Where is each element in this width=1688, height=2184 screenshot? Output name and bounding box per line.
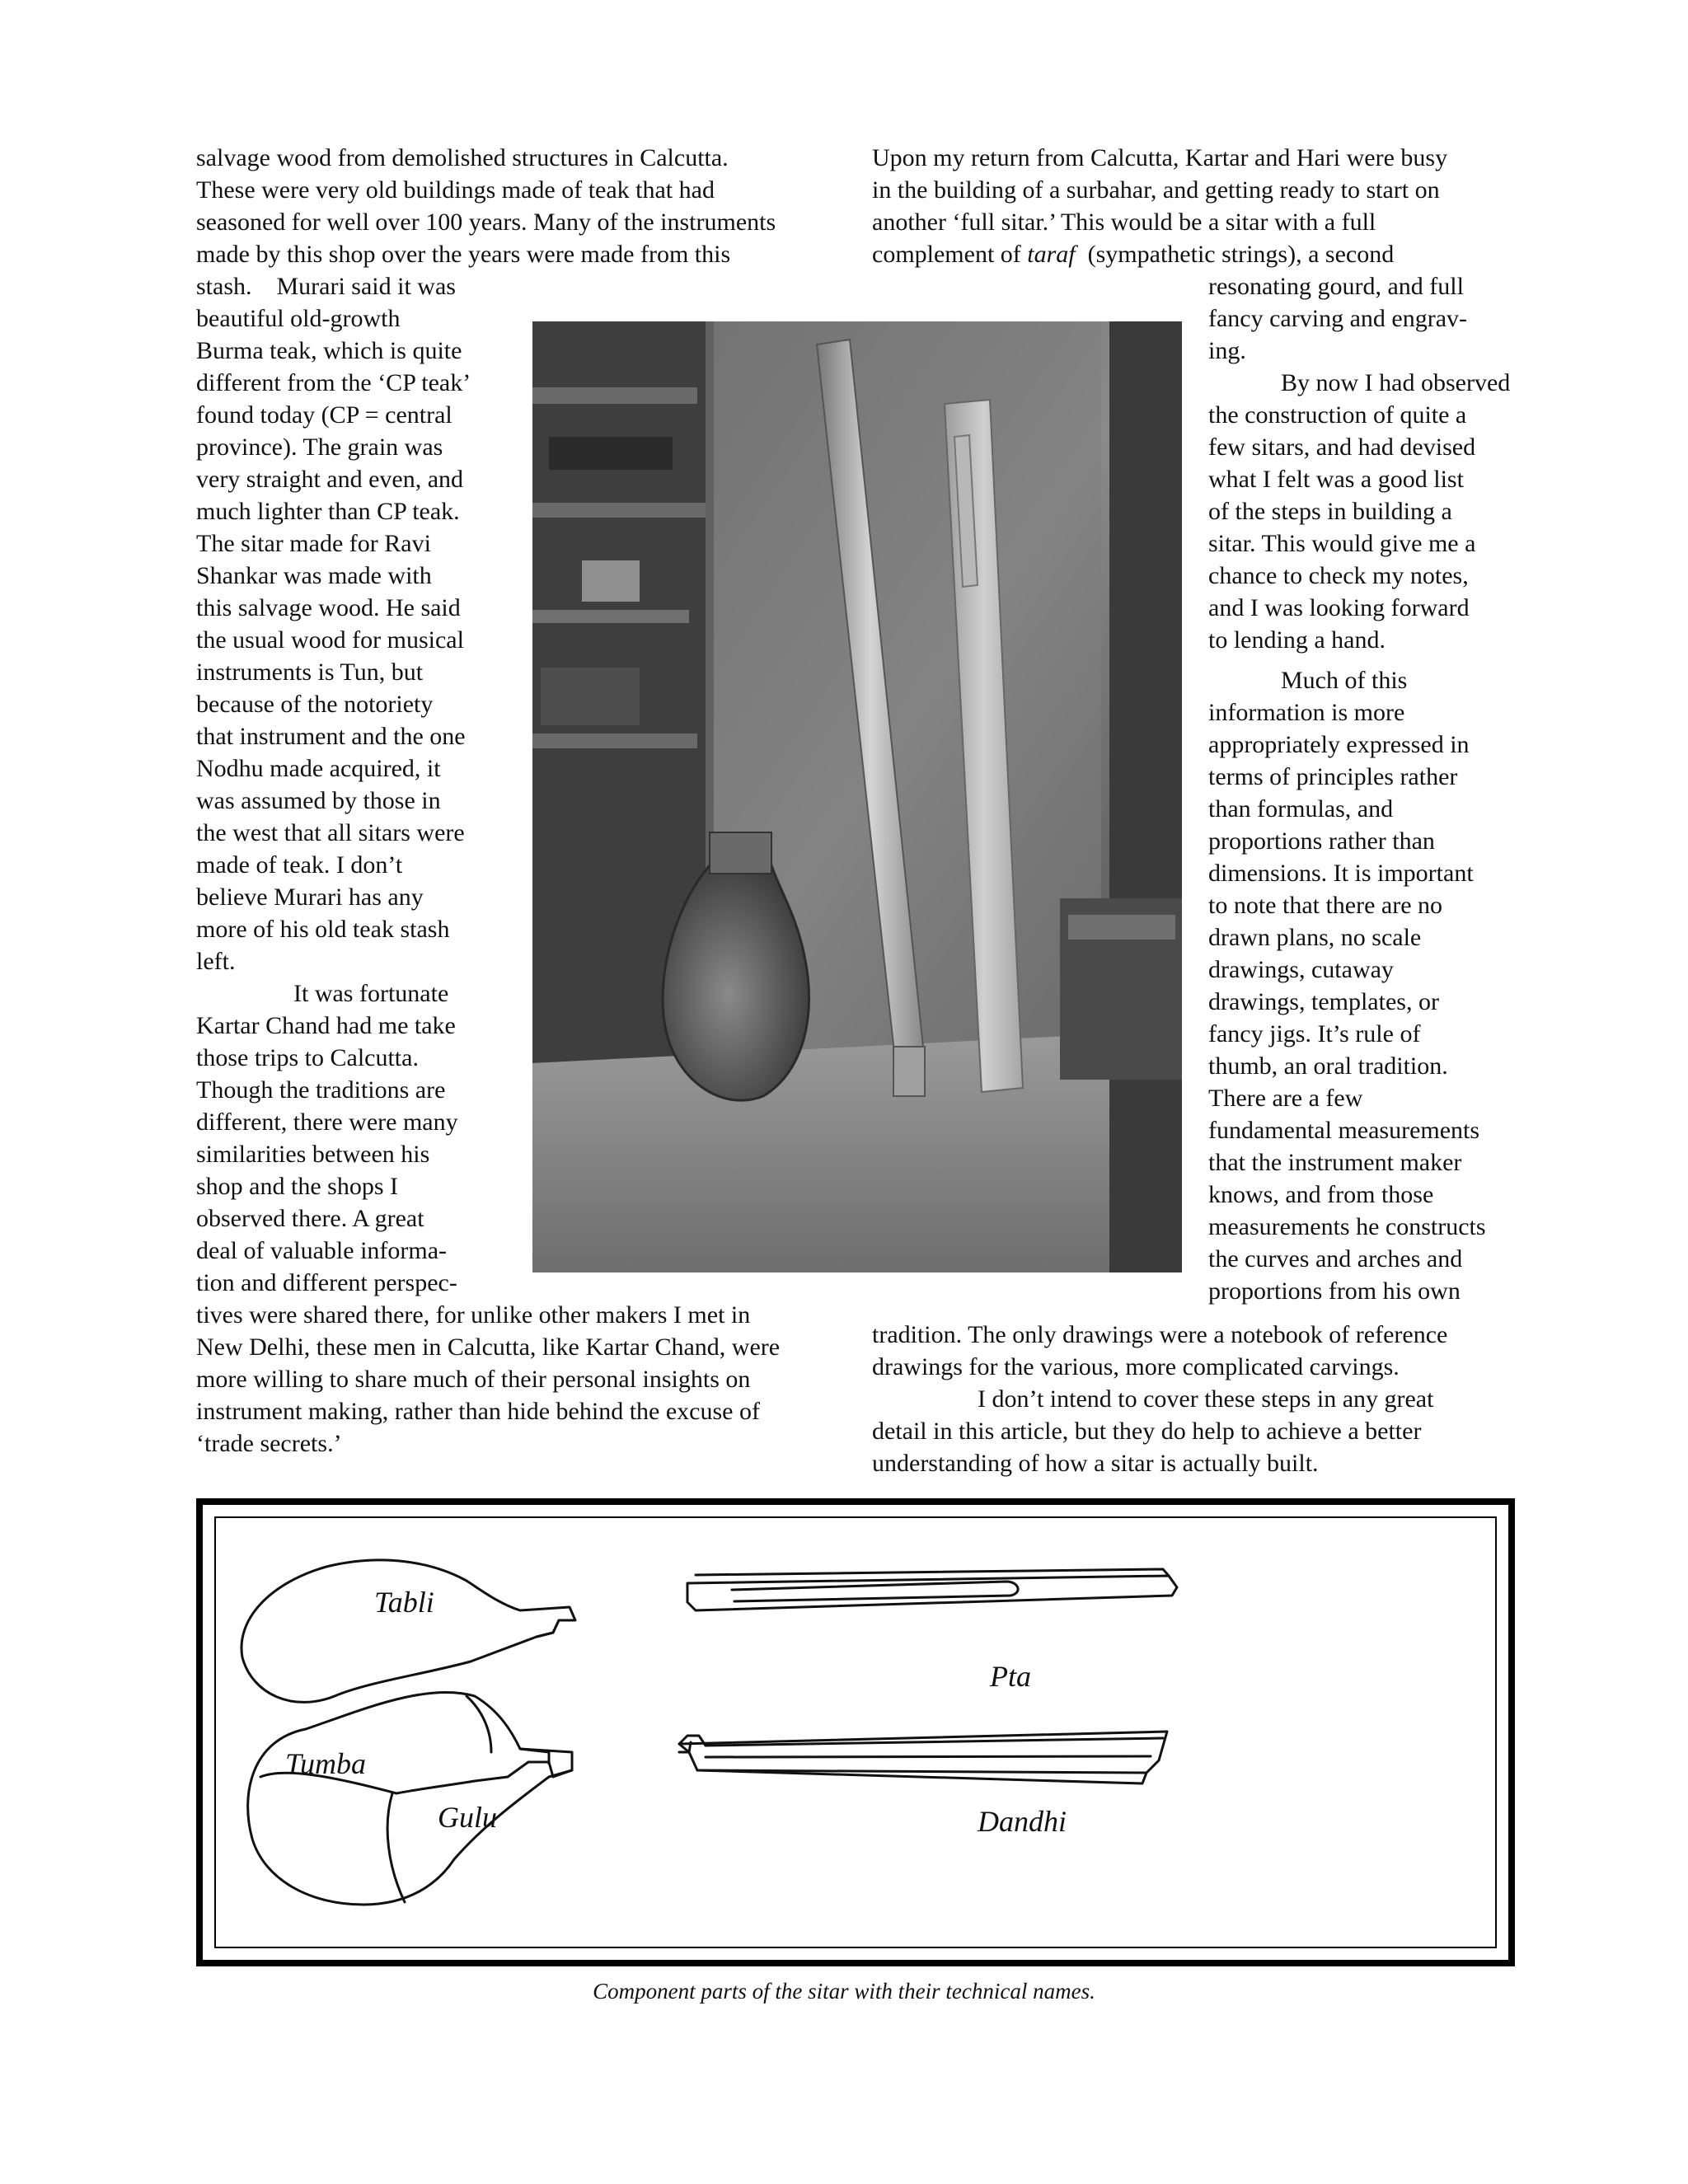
right-line: proportions rather than [1208, 827, 1435, 855]
right-line: in the building of a surbahar, and getting ready to start on [872, 176, 1440, 204]
right-line: the construction of quite a [1208, 401, 1467, 429]
left-line: province). The grain was [196, 434, 443, 461]
left-line: These were very old buildings made of teak that had [196, 176, 715, 204]
left-line: very straight and even, and [196, 466, 464, 493]
right-line: knows, and from those [1208, 1181, 1434, 1208]
right-line: By now I had observed [1281, 369, 1511, 396]
right-line: thumb, an oral tradition. [1208, 1052, 1448, 1080]
right-line: understanding of how a sitar is actually built. [872, 1450, 1319, 1477]
pta-top-edge [696, 1569, 1169, 1576]
left-line: was assumed by those in [196, 787, 441, 814]
left-line: made by this shop over the years were made from this [196, 241, 731, 268]
left-line: tives were shared there, for unlike other makers I met in [196, 1301, 751, 1329]
left-line: this salvage wood. He said [196, 594, 461, 621]
right-line: drawings for the various, more complicated carvings. [872, 1353, 1400, 1380]
left-line: the usual wood for musical [196, 626, 464, 654]
right-line: chance to check my notes, [1208, 562, 1469, 589]
left-line: different from the ‘CP teak’ [196, 369, 471, 396]
left-line: New Delhi, these men in Calcutta, like Kartar Chand, were [196, 1333, 781, 1361]
label-tabli: Tabli [374, 1586, 434, 1619]
right-line: proportions from his own [1208, 1277, 1461, 1305]
left-line: shop and the shops I [196, 1173, 398, 1200]
left-line: the west that all sitars were [196, 819, 465, 846]
right-line: another ‘full sitar.’ This would be a sitar with a full [872, 209, 1376, 236]
right-line: what I felt was a good list [1208, 466, 1464, 493]
label-gulu: Gulu [438, 1801, 497, 1834]
right-line: and I was looking forward [1208, 594, 1470, 621]
left-line: ‘trade secrets.’ [196, 1430, 342, 1457]
figure-box [196, 1498, 1515, 1966]
left-line: instrument making, rather than hide behind the excuse of [196, 1398, 760, 1425]
right-line: fancy carving and engrav- [1208, 305, 1468, 332]
sitar-parts-drawing [203, 1505, 1508, 1960]
right-line: appropriately expressed in [1208, 731, 1470, 758]
taraf-after: (sympathetic strings), a second [1075, 241, 1395, 268]
left-line: salvage wood from demolished structures in Calcutta. [196, 144, 729, 171]
right-line: of the steps in building a [1208, 498, 1452, 525]
left-line: that instrument and the one [196, 723, 466, 750]
left-line: similarities between his [196, 1141, 430, 1168]
right-line: drawn plans, no scale [1208, 924, 1422, 951]
workshop-photo [532, 321, 1182, 1272]
right-line: the curves and arches and [1208, 1245, 1463, 1272]
left-line: much lighter than CP teak. [196, 498, 460, 525]
right-line-taraf [872, 238, 1394, 271]
right-line: drawings, cutaway [1208, 956, 1394, 983]
pta-slot [732, 1582, 1018, 1601]
taraf-term: taraf [1027, 241, 1076, 268]
right-line: than formulas, and [1208, 795, 1394, 823]
left-line: deal of valuable informa- [196, 1237, 448, 1264]
label-dandhi: Dandhi [978, 1805, 1067, 1838]
left-line: those trips to Calcutta. [196, 1044, 419, 1071]
left-line: more willing to share much of their personal insights on [196, 1366, 751, 1393]
workshop-photo-illustration [532, 321, 1182, 1272]
pta-outline [687, 1576, 1177, 1610]
left-line: It was fortunate [293, 980, 449, 1007]
right-line: to note that there are no [1208, 892, 1443, 919]
left-line: tion and different perspec- [196, 1269, 457, 1296]
left-line: different, there were many [196, 1108, 458, 1136]
dandhi-channel-bottom [706, 1756, 1151, 1757]
right-line: Upon my return from Calcutta, Kartar and Hari were busy [872, 144, 1448, 171]
dandhi-outline [679, 1732, 1167, 1773]
right-line: tradition. The only drawings were a notebook of reference [872, 1321, 1448, 1348]
right-line: terms of principles rather [1208, 763, 1458, 790]
right-line: detail in this article, but they do help to achieve a better [872, 1418, 1422, 1445]
right-line: I don’t intend to cover these steps in any great [978, 1385, 1434, 1413]
right-line: dimensions. It is important [1208, 860, 1474, 887]
label-pta: Pta [990, 1660, 1031, 1693]
right-line: information is more [1208, 699, 1405, 726]
figure-caption: Component parts of the sitar with their technical names. [593, 1979, 1095, 2004]
right-line: Much of this [1281, 667, 1408, 694]
tumba-outline [248, 1692, 572, 1905]
left-line: believe Murari has any [196, 883, 424, 911]
left-line: more of his old teak stash [196, 916, 450, 943]
left-line: Shankar was made with [196, 562, 432, 589]
left-line: seasoned for well over 100 years. Many of the instruments [196, 209, 776, 236]
right-line: that the instrument maker [1208, 1149, 1462, 1176]
left-line: instruments is Tun, but [196, 658, 424, 686]
right-line: sitar. This would give me a [1208, 530, 1476, 557]
left-line: observed there. A great [196, 1205, 424, 1232]
left-line: Though the traditions are [196, 1076, 446, 1104]
left-line: stash. Murari said it was [196, 273, 456, 300]
right-line: to lending a hand. [1208, 626, 1386, 654]
left-line: The sitar made for Ravi [196, 530, 431, 557]
gulu-outline [396, 1762, 572, 1793]
tabli-outline [241, 1560, 575, 1702]
label-tumba: Tumba [285, 1747, 367, 1780]
right-line: measurements he constructs [1208, 1213, 1486, 1240]
left-line: Kartar Chand had me take [196, 1012, 456, 1039]
right-line: resonating gourd, and full [1208, 273, 1464, 300]
right-line: ing. [1208, 337, 1246, 364]
right-line: few sitars, and had devised [1208, 434, 1476, 461]
tabli-edge [537, 1620, 559, 1637]
left-line: beautiful old-growth [196, 305, 401, 332]
right-line: fundamental measurements [1208, 1117, 1480, 1144]
taraf-before: complement of [872, 241, 1028, 268]
left-line: because of the notoriety [196, 691, 434, 718]
left-line: Nodhu made acquired, it [196, 755, 441, 782]
gulu-lower [387, 1793, 405, 1902]
left-line: made of teak. I don’t [196, 851, 403, 879]
left-line: Burma teak, which is quite [196, 337, 462, 364]
left-line: found today (CP = central [196, 401, 452, 429]
right-line: There are a few [1208, 1085, 1363, 1112]
right-line: drawings, templates, or [1208, 988, 1439, 1015]
right-line: fancy jigs. It’s rule of [1208, 1020, 1421, 1047]
left-line: left. [196, 948, 236, 975]
